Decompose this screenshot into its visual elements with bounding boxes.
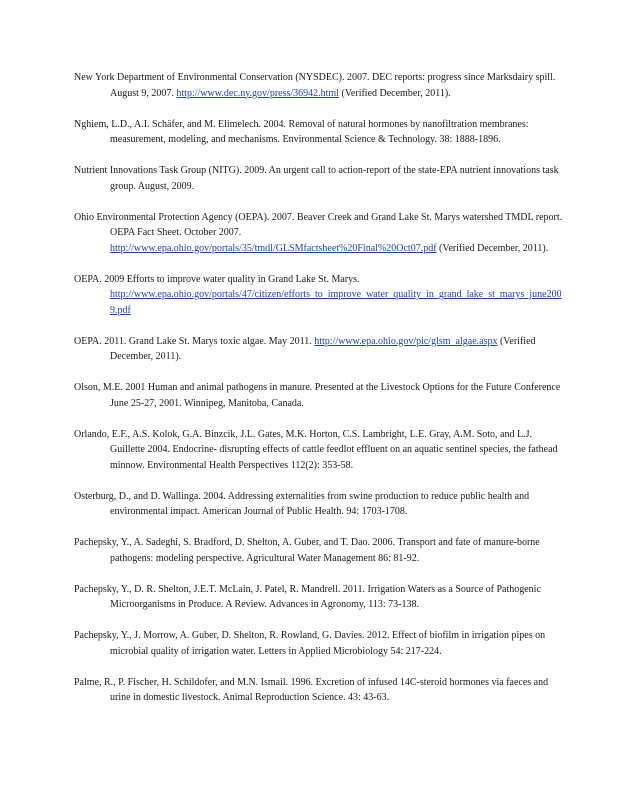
reference-text: Pachepsky, Y., J. Morrow, A. Guber, D. Shelton, R. Rowland, G. Davies. 2012. Effect of biofilm in irrigation pipes on microbial quality of irrigation water. Letters in Applied Microbiology 54: 217-224. <box>74 630 546 657</box>
reference-entry <box>74 210 564 257</box>
reference-entry <box>74 628 564 659</box>
reference-link[interactable]: http://www.epa.ohio.gov/portals/35/tmdl/GLSMfactsheet%20Final%20Oct07.pdf <box>110 242 437 254</box>
reference-text: Pachepsky, Y., D. R. Shelton, J.E.T. McLain, J. Patel, R. Mandrell. 2011. Irrigation Waters as a Source of Pathogenic Microorganisms in Produce. A Review. Advances in Agronomy, 113: 73-138. <box>74 583 541 610</box>
reference-text: Nutrient Innovations Task Group (NITG). 2009. An urgent call to action-report of the state-EPA nutrient innovations task group. August, 2009. <box>74 165 559 192</box>
reference-entry <box>74 535 564 566</box>
reference-entry <box>74 272 564 319</box>
reference-note: (Verified December, 2011). <box>436 242 549 254</box>
reference-text: Nghiem, L.D., A.I. Schäfer, and M. Elimelech. 2004. Removal of natural hormones by nanofiltration membranes: measurement, modeling, and mechanisms. Environmental Science & Technology. 38: 1888-1896. <box>74 118 529 145</box>
reference-entry <box>74 427 564 474</box>
reference-entry <box>74 489 564 520</box>
reference-link[interactable]: http://www.epa.ohio.gov/pic/glsm_algae.aspx <box>314 335 498 347</box>
reference-text: OEPA. 2009 Efforts to improve water quality in Grand Lake St. Marys. <box>74 273 360 285</box>
reference-link[interactable]: http://www.dec.ny.gov/press/36942.html <box>176 87 339 99</box>
reference-entry <box>74 380 564 411</box>
reference-entry <box>74 675 564 706</box>
reference-text: Osterburg, D., and D. Wallinga. 2004. Addressing externalities from swine production to reduce public health and environmental impact. American Journal of Public Health. 94: 1703-1708. <box>74 490 530 517</box>
reference-text: New York Department of Environmental Conservation (NYSDEC). 2007. DEC reports: progress since Marksdairy spill. August 9, 2007. <box>74 72 556 99</box>
reference-note: (Verified December, 2011). <box>338 87 451 99</box>
reference-note: (Verified December, 2011). <box>110 335 536 362</box>
reference-text: Olson, M.E. 2001 Human and animal pathogens in manure. Presented at the Livestock Options for the Future Conference June 25-27, 2001. Winnipeg, Manitoba, Canada. <box>74 382 561 409</box>
reference-text: Ohio Environmental Protection Agency (OEPA). 2007. Beaver Creek and Grand Lake St. Marys watershed TMDL report. OEPA Fact Sheet. October 2007. <box>74 211 563 238</box>
reference-text: Pachepsky, Y., A. Sadeghi, S. Bradford, D. Shelton, A. Guber, and T. Dao. 2006. Transport and fate of manure-borne pathogens: modeling perspective. Agricultural Water Management 86: 81-92. <box>74 537 540 564</box>
reference-entry <box>74 163 564 194</box>
reference-list <box>74 70 564 721</box>
reference-text: OEPA. 2011. Grand Lake St. Marys toxic algae. May 2011. <box>74 335 315 347</box>
reference-link[interactable]: http://www.epa.ohio.gov/portals/47/citizen/efforts_to_improve_water_quality_in_grand_lake_st_marys_june2009.pdf <box>110 289 562 316</box>
reference-text: Orlando, E.F., A.S. Kolok, G.A. Binzcik, J.L. Gates, M.K. Horton, C.S. Lambright, L.E. Gray, A.M. Soto, and L.J. Guillette 2004. Endocrine- disrupting effects of cattle feedlot effluent on an aquatic sentinel species, the fathead minnow. Environmental Health Perspectives 112(2): 353-58. <box>74 428 558 471</box>
reference-text: Palme, R., P. Fischer, H. Schildofer, and M.N. Ismail. 1996. Excretion of infused 14C-steroid hormones via faeces and urine in domestic livestock. Animal Reproduction Science. 43: 43-63. <box>74 676 549 703</box>
reference-entry <box>74 70 564 101</box>
reference-entry <box>74 117 564 148</box>
reference-entry <box>74 334 564 365</box>
reference-entry <box>74 582 564 613</box>
